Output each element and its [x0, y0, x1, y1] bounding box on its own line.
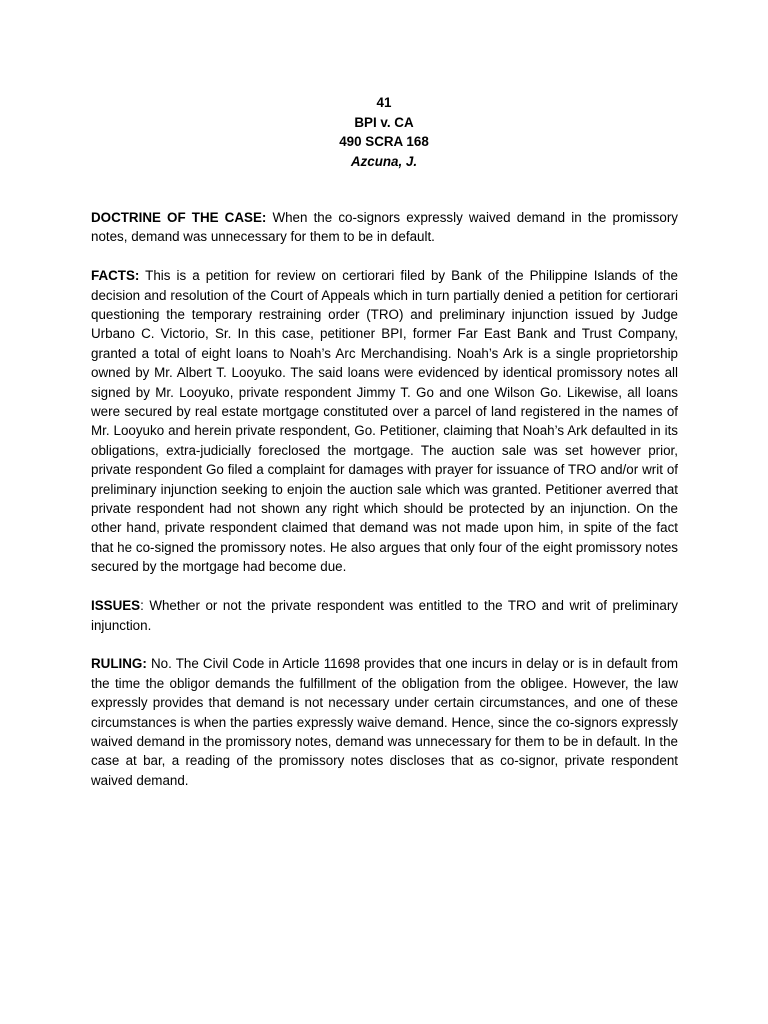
- case-ponente: Azcuna, J.: [350, 153, 418, 169]
- issues-label: ISSUES: [91, 598, 141, 614]
- doctrine-paragraph: [91, 208, 678, 247]
- case-title: BPI v. CA: [354, 114, 414, 130]
- case-number: 41: [376, 95, 392, 110]
- case-citation: 490 SCRA 168: [339, 134, 429, 149]
- issues-paragraph: [91, 596, 678, 635]
- case-header: [0, 93, 768, 171]
- ruling-paragraph: [91, 654, 678, 790]
- issues-text: : Whether or not the private respondent was entitled to the TRO and writ of preliminary injunction.: [91, 598, 678, 633]
- facts-label: FACTS:: [91, 268, 140, 284]
- case-digest-body: [91, 208, 678, 810]
- ruling-label: RULING:: [91, 656, 147, 672]
- doctrine-label: DOCTRINE OF THE CASE:: [91, 210, 267, 225]
- ruling-text: No. The Civil Code in Article 11698 provides that one incurs in delay or is in default from the time the obligor demands the fulfillment of the obligation from the obligee. However, the law expressly provides that demand is not necessary under certain circumstances, and one of these circumstances is when the parties expressly waive demand. Hence, since the co-signors expressly waived demand in the promissory notes, demand was unnecessary for them to be in default. In the case at bar, a reading of the promissory notes discloses that as co-signor, private respondent waived demand.: [91, 656, 678, 788]
- facts-paragraph: [91, 266, 678, 577]
- facts-text: This is a petition for review on certiorari filed by Bank of the Philippine Islands of the decision and resolution of the Court of Appeals which in turn partially denied a petition for certiorari questioning the temporary restraining order (TRO) and preliminary injunction issued by Judge Urbano C. Victorio, Sr. In this case, petitioner BPI, former Far East Bank and Trust Company, granted a total of eight loans to Noah’s Arc Merchandising. Noah’s Ark is a single proprietorship owned by Mr. Albert T. Looyuko. The said loans were evidenced by identical promissory notes all signed by Mr. Looyuko, private respondent Jimmy T. Go and one Wilson Go. Likewise, all loans were secured by real estate mortgage constituted over a parcel of land registered in the names of Mr. Looyuko and herein private respondent, Go. Petitioner, claiming that Noah’s Ark defaulted in its obligations, extra-judicially foreclosed the mortgage. The auction sale was set however prior, private respondent Go filed a complaint for damages with prayer for issuance of TRO and/or writ of preliminary injunction seeking to enjoin the auction sale which was granted. Petitioner averred that private respondent had not shown any right which should be protected by an injunction. On the other hand, private respondent claimed that demand was not made upon him, in spite of the fact that he co-signed the promissory notes. He also argues that only four of the eight promissory notes secured by the mortgage had become due.: [91, 268, 678, 575]
- doctrine-text: When the co-signors expressly waived demand in the promissory notes, demand was unnecessary for them to be in default.: [91, 210, 678, 245]
